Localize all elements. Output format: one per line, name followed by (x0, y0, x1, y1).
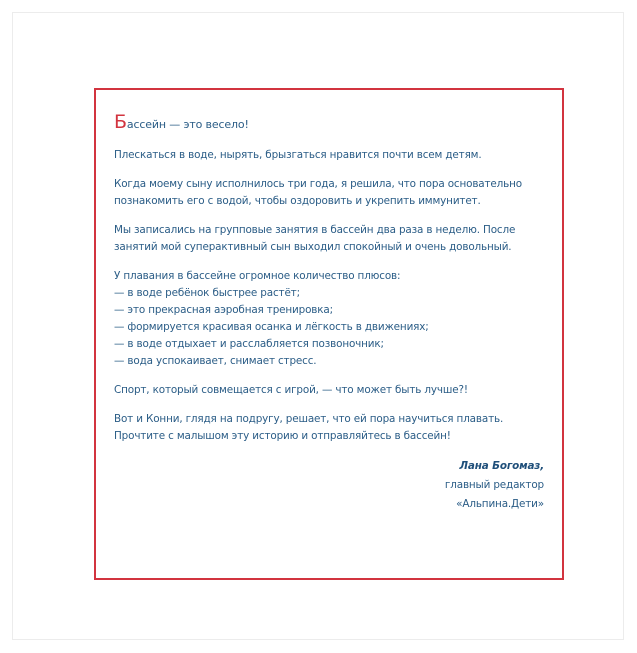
list-item: — это прекрасная аэробная тренировка; (114, 304, 333, 316)
editor-letter-frame (94, 88, 564, 580)
paragraph-2: Когда моему сыну исполнилось три года, я решила, что пора основательно познакомить его с водой, чтобы оздоровить и укрепить иммунитет. (114, 178, 522, 207)
paragraph-1: Плескаться в воде, нырять, брызгаться нравится почти всем детям. (114, 149, 482, 161)
list-item: — формируется красивая осанка и лёгкость в движениях; (114, 321, 429, 333)
title-rest: ассейн — это весело! (126, 118, 249, 131)
benefits-list (114, 268, 544, 370)
letter-title (114, 111, 544, 133)
list-item: — вода успокаивает, снимает стресс. (114, 355, 317, 367)
publisher-name: «Альпина.Дети» (456, 498, 544, 510)
author-name: Лана Богомаз, (459, 460, 544, 472)
list-item: — в воде ребёнок быстрее растёт; (114, 287, 300, 299)
benefits-intro: У плавания в бассейне огромное количество плюсов: (114, 270, 401, 282)
signature-block (114, 457, 544, 514)
title-dropcap: Б (114, 111, 127, 133)
author-role: главный редактор (444, 479, 544, 491)
closing-paragraph: Вот и Конни, глядя на подругу, решает, что ей пора научиться плавать. Прочтите с малышом эту историю и отправляйтесь в бассейн! (114, 413, 504, 442)
paragraph-3: Мы записались на групповые занятия в бассейн два раза в неделю. После занятий мой суперактивный сын выходил спокойный и очень довольный. (114, 224, 516, 253)
closing-question: Спорт, который совмещается с игрой, — что может быть лучше?! (114, 384, 468, 396)
list-item: — в воде отдыхает и расслабляется позвоночник; (114, 338, 384, 350)
